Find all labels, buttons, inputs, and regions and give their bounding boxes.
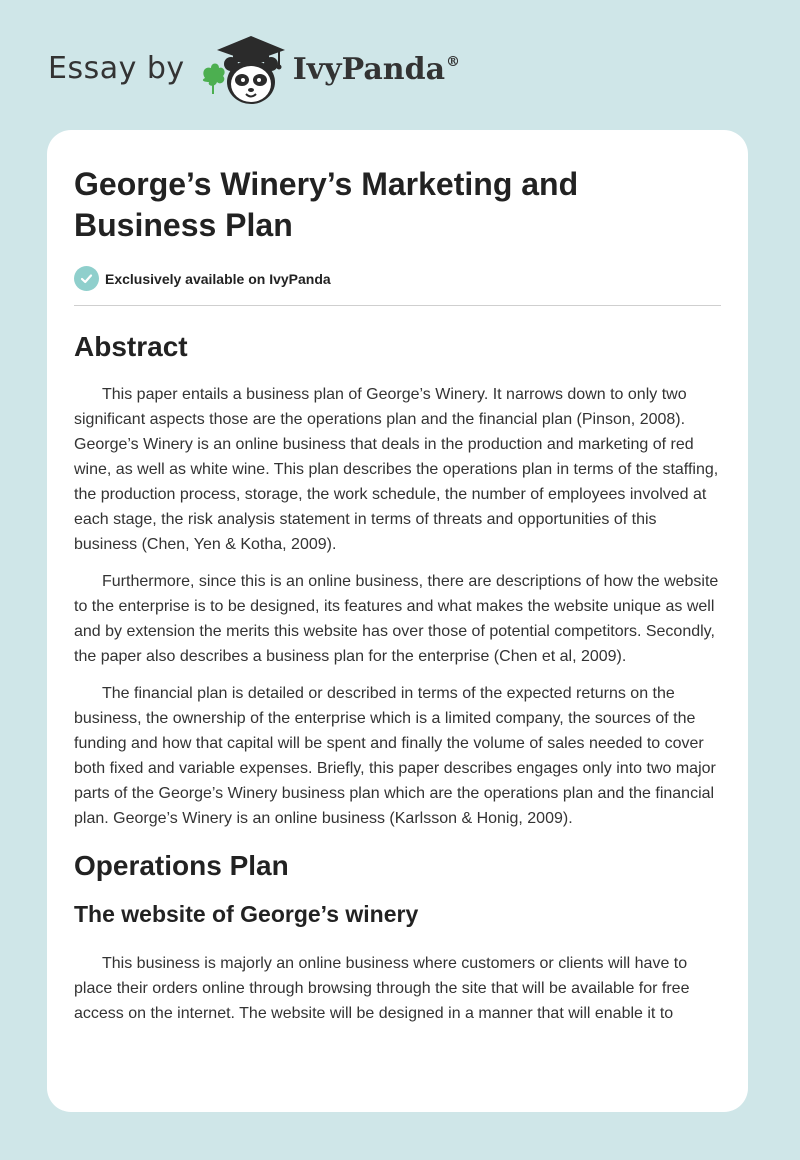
brand-header[interactable] bbox=[48, 30, 460, 110]
paragraph: This business is majorly an online business where customers or clients will have to place their orders online through browsing through the site that will be available for free access on the internet. The website will be designed in a manner that will enable it to bbox=[74, 955, 690, 1022]
registered-mark: ® bbox=[446, 53, 461, 70]
section-heading-abstract: Abstract bbox=[74, 331, 188, 362]
subsection-heading-website: The website of George’s winery bbox=[74, 901, 419, 927]
article-card bbox=[47, 130, 748, 1112]
paragraph: The financial plan is detailed or described in terms of the expected returns on the business, the ownership of the enterprise which is a limited company, the sources of the funding and how that capital will be spent and finally the volume of sales needed to cover both fixed and variable expenses. Briefly, this paper describes engages only into two major parts of the George’s Winery business plan which are the operations plan and the financial plan. George’s Winery is an online business (Karlsson & Honig, 2009). bbox=[74, 685, 716, 827]
brand-prefix: Essay by bbox=[48, 50, 185, 86]
paragraph: Furthermore, since this is an online business, there are descriptions of how the website to the enterprise is to be designed, its features and what makes the website unique as well and by extension the merits this website has over those of potential competitors. Secondly, the paper also describes a business plan for the enterprise (Chen et al, 2009). bbox=[74, 573, 719, 665]
leaf-icon bbox=[203, 64, 225, 95]
section-heading-operations-plan: Operations Plan bbox=[74, 850, 289, 881]
panda-graduation-cap-icon bbox=[199, 30, 291, 110]
exclusive-badge bbox=[74, 266, 721, 306]
check-icon bbox=[74, 266, 99, 291]
article-title: George’s Winery’s Marketing and Business Plan bbox=[74, 166, 579, 243]
brand-name: IvyPanda® bbox=[292, 51, 461, 87]
exclusive-badge-text: Exclusively available on IvyPanda bbox=[105, 270, 331, 287]
paragraph: This paper entails a business plan of George’s Winery. It narrows down to only two significant aspects those are the operations plan and the financial plan (Pinson, 2008). George’s Winery is an online business that deals in the production and marketing of red wine, as well as white wine. This plan describes the operations plan in terms of the staffing, the production process, storage, the work schedule, the number of employees involved at each stage, the risk analysis statement in terms of threats and opportunities of this business (Chen, Yen & Kotha, 2009). bbox=[74, 386, 719, 553]
